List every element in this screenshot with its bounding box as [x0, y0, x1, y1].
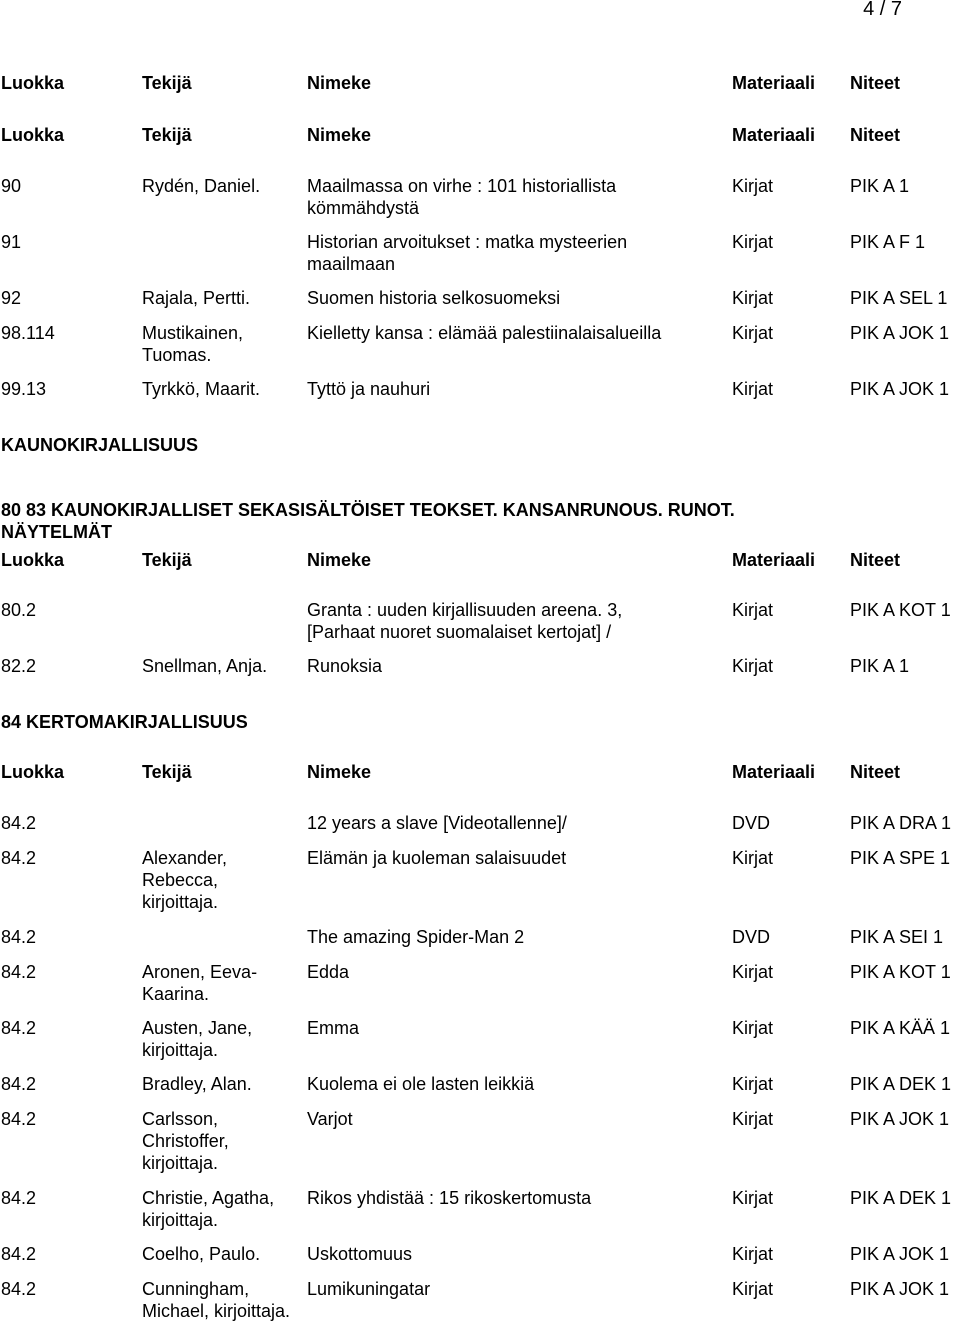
header-luokka: Luokka [1, 125, 65, 145]
cell-niteet: PIK A KÄÄ 1 [850, 1018, 951, 1038]
cell-nimeke: Tyttö ja nauhuri [307, 379, 431, 399]
header-tekija: Tekijä [142, 550, 192, 570]
cell-tekija: Aronen, Eeva-Kaarina. [142, 962, 258, 1004]
cell-tekija: Christie, Agatha, kirjoittaja. [142, 1188, 275, 1230]
cell-materiaali: Kirjat [732, 1188, 774, 1208]
cell-tekija: Rydén, Daniel. [142, 176, 261, 196]
cell-luokka: 84.2 [1, 1244, 37, 1264]
header-niteet: Niteet [850, 73, 901, 93]
header-nimeke: Nimeke [307, 550, 372, 570]
header-niteet: Niteet [850, 125, 901, 145]
cell-luokka: 91 [1, 232, 22, 252]
cell-niteet: PIK A DEK 1 [850, 1188, 952, 1208]
cell-tekija: Rajala, Pertti. [142, 288, 251, 308]
cell-materiaali: DVD [732, 927, 771, 947]
header-niteet: Niteet [850, 762, 901, 782]
cell-luokka: 84.2 [1, 1109, 37, 1129]
cell-nimeke: Kuolema ei ole lasten leikkiä [307, 1074, 535, 1094]
cell-nimeke: Elämän ja kuoleman salaisuudet [307, 848, 567, 868]
cell-materiaali: Kirjat [732, 600, 774, 620]
cell-niteet: PIK A F 1 [850, 232, 926, 252]
cell-nimeke: Granta : uuden kirjallisuuden areena. 3, [Parhaat nuoret suomalaiset kertojat] / [307, 600, 623, 642]
header-luokka: Luokka [1, 550, 65, 570]
cell-luokka: 84.2 [1, 1188, 37, 1208]
cell-niteet: PIK A KOT 1 [850, 962, 951, 982]
cell-nimeke: Edda [307, 962, 350, 982]
header-nimeke: Nimeke [307, 73, 372, 93]
cell-niteet: PIK A JOK 1 [850, 1244, 950, 1264]
cell-luokka: 99.13 [1, 379, 47, 399]
cell-niteet: PIK A DRA 1 [850, 813, 952, 833]
cell-nimeke: Kielletty kansa : elämää palestiinalaisalueilla [307, 323, 662, 343]
cell-tekija: Snellman, Anja. [142, 656, 268, 676]
cell-materiaali: Kirjat [732, 323, 774, 343]
cell-luokka: 82.2 [1, 656, 37, 676]
cell-tekija: Tyrkkö, Maarit. [142, 379, 261, 399]
cell-nimeke: Lumikuningatar [307, 1279, 431, 1299]
cell-materiaali: Kirjat [732, 1018, 774, 1038]
cell-luokka: 84.2 [1, 813, 37, 833]
cell-niteet: PIK A DEK 1 [850, 1074, 952, 1094]
cell-nimeke: Emma [307, 1018, 360, 1038]
header-luokka: Luokka [1, 73, 65, 93]
cell-niteet: PIK A KOT 1 [850, 600, 951, 620]
cell-materiaali: Kirjat [732, 962, 774, 982]
cell-materiaali: Kirjat [732, 1279, 774, 1299]
cell-materiaali: Kirjat [732, 232, 774, 252]
cell-luokka: 84.2 [1, 1018, 37, 1038]
cell-tekija: Carlsson, Christoffer, kirjoittaja. [142, 1109, 229, 1173]
header-materiaali: Materiaali [732, 125, 816, 145]
cell-materiaali: Kirjat [732, 379, 774, 399]
cell-luokka: 84.2 [1, 927, 37, 947]
cell-niteet: PIK A 1 [850, 656, 910, 676]
cell-tekija: Mustikainen, Tuomas. [142, 323, 244, 365]
cell-luokka: 80.2 [1, 600, 37, 620]
cell-nimeke: Uskottomuus [307, 1244, 413, 1264]
cell-materiaali: DVD [732, 813, 771, 833]
cell-niteet: PIK A JOK 1 [850, 1109, 950, 1129]
section-heading: KAUNOKIRJALLISUUS [1, 435, 199, 455]
cell-niteet: PIK A 1 [850, 176, 910, 196]
cell-nimeke: Varjot [307, 1109, 353, 1129]
header-nimeke: Nimeke [307, 762, 372, 782]
header-niteet: Niteet [850, 550, 901, 570]
header-materiaali: Materiaali [732, 550, 816, 570]
header-materiaali: Materiaali [732, 762, 816, 782]
cell-materiaali: Kirjat [732, 1109, 774, 1129]
header-materiaali: Materiaali [732, 73, 816, 93]
cell-nimeke: Rikos yhdistää : 15 rikoskertomusta [307, 1188, 592, 1208]
cell-materiaali: Kirjat [732, 656, 774, 676]
header-luokka: Luokka [1, 762, 65, 782]
cell-niteet: PIK A JOK 1 [850, 1279, 950, 1299]
cell-luokka: 84.2 [1, 962, 37, 982]
cell-materiaali: Kirjat [732, 288, 774, 308]
cell-nimeke: Suomen historia selkosuomeksi [307, 288, 561, 308]
header-tekija: Tekijä [142, 73, 192, 93]
cell-materiaali: Kirjat [732, 1074, 774, 1094]
cell-tekija: Bradley, Alan. [142, 1074, 252, 1094]
cell-niteet: PIK A JOK 1 [850, 379, 950, 399]
header-tekija: Tekijä [142, 762, 192, 782]
cell-luokka: 92 [1, 288, 22, 308]
cell-niteet: PIK A SPE 1 [850, 848, 951, 868]
cell-materiaali: Kirjat [732, 176, 774, 196]
cell-nimeke: The amazing Spider-Man 2 [307, 927, 525, 947]
cell-luokka: 84.2 [1, 1074, 37, 1094]
cell-niteet: PIK A JOK 1 [850, 323, 950, 343]
cell-tekija: Coelho, Paulo. [142, 1244, 261, 1264]
cell-nimeke: Runoksia [307, 656, 383, 676]
cell-luokka: 98.114 [1, 323, 55, 343]
section-heading: 80 83 KAUNOKIRJALLISET SEKASISÄLTÖISET TEOKSET. KANSANRUNOUS. RUNOT. NÄYTELMÄT [1, 500, 735, 542]
cell-nimeke: 12 years a slave [Videotallenne]/ [307, 813, 567, 833]
cell-nimeke: Maailmassa on virhe : 101 historiallista kömmähdystä [307, 176, 617, 218]
page-number: 4 / 7 [863, 0, 902, 20]
cell-niteet: PIK A SEL 1 [850, 288, 948, 308]
cell-tekija: Cunningham, Michael, kirjoittaja. [142, 1279, 291, 1321]
cell-materiaali: Kirjat [732, 848, 774, 868]
cell-materiaali: Kirjat [732, 1244, 774, 1264]
cell-nimeke: Historian arvoitukset : matka mysteerien maailmaan [307, 232, 628, 274]
section-heading: 84 KERTOMAKIRJALLISUUS [1, 712, 248, 732]
header-nimeke: Nimeke [307, 125, 372, 145]
cell-tekija: Alexander, Rebecca, kirjoittaja. [142, 848, 228, 912]
cell-niteet: PIK A SEI 1 [850, 927, 944, 947]
cell-luokka: 84.2 [1, 848, 37, 868]
cell-luokka: 90 [1, 176, 22, 196]
header-tekija: Tekijä [142, 125, 192, 145]
cell-tekija: Austen, Jane, kirjoittaja. [142, 1018, 253, 1060]
cell-luokka: 84.2 [1, 1279, 37, 1299]
